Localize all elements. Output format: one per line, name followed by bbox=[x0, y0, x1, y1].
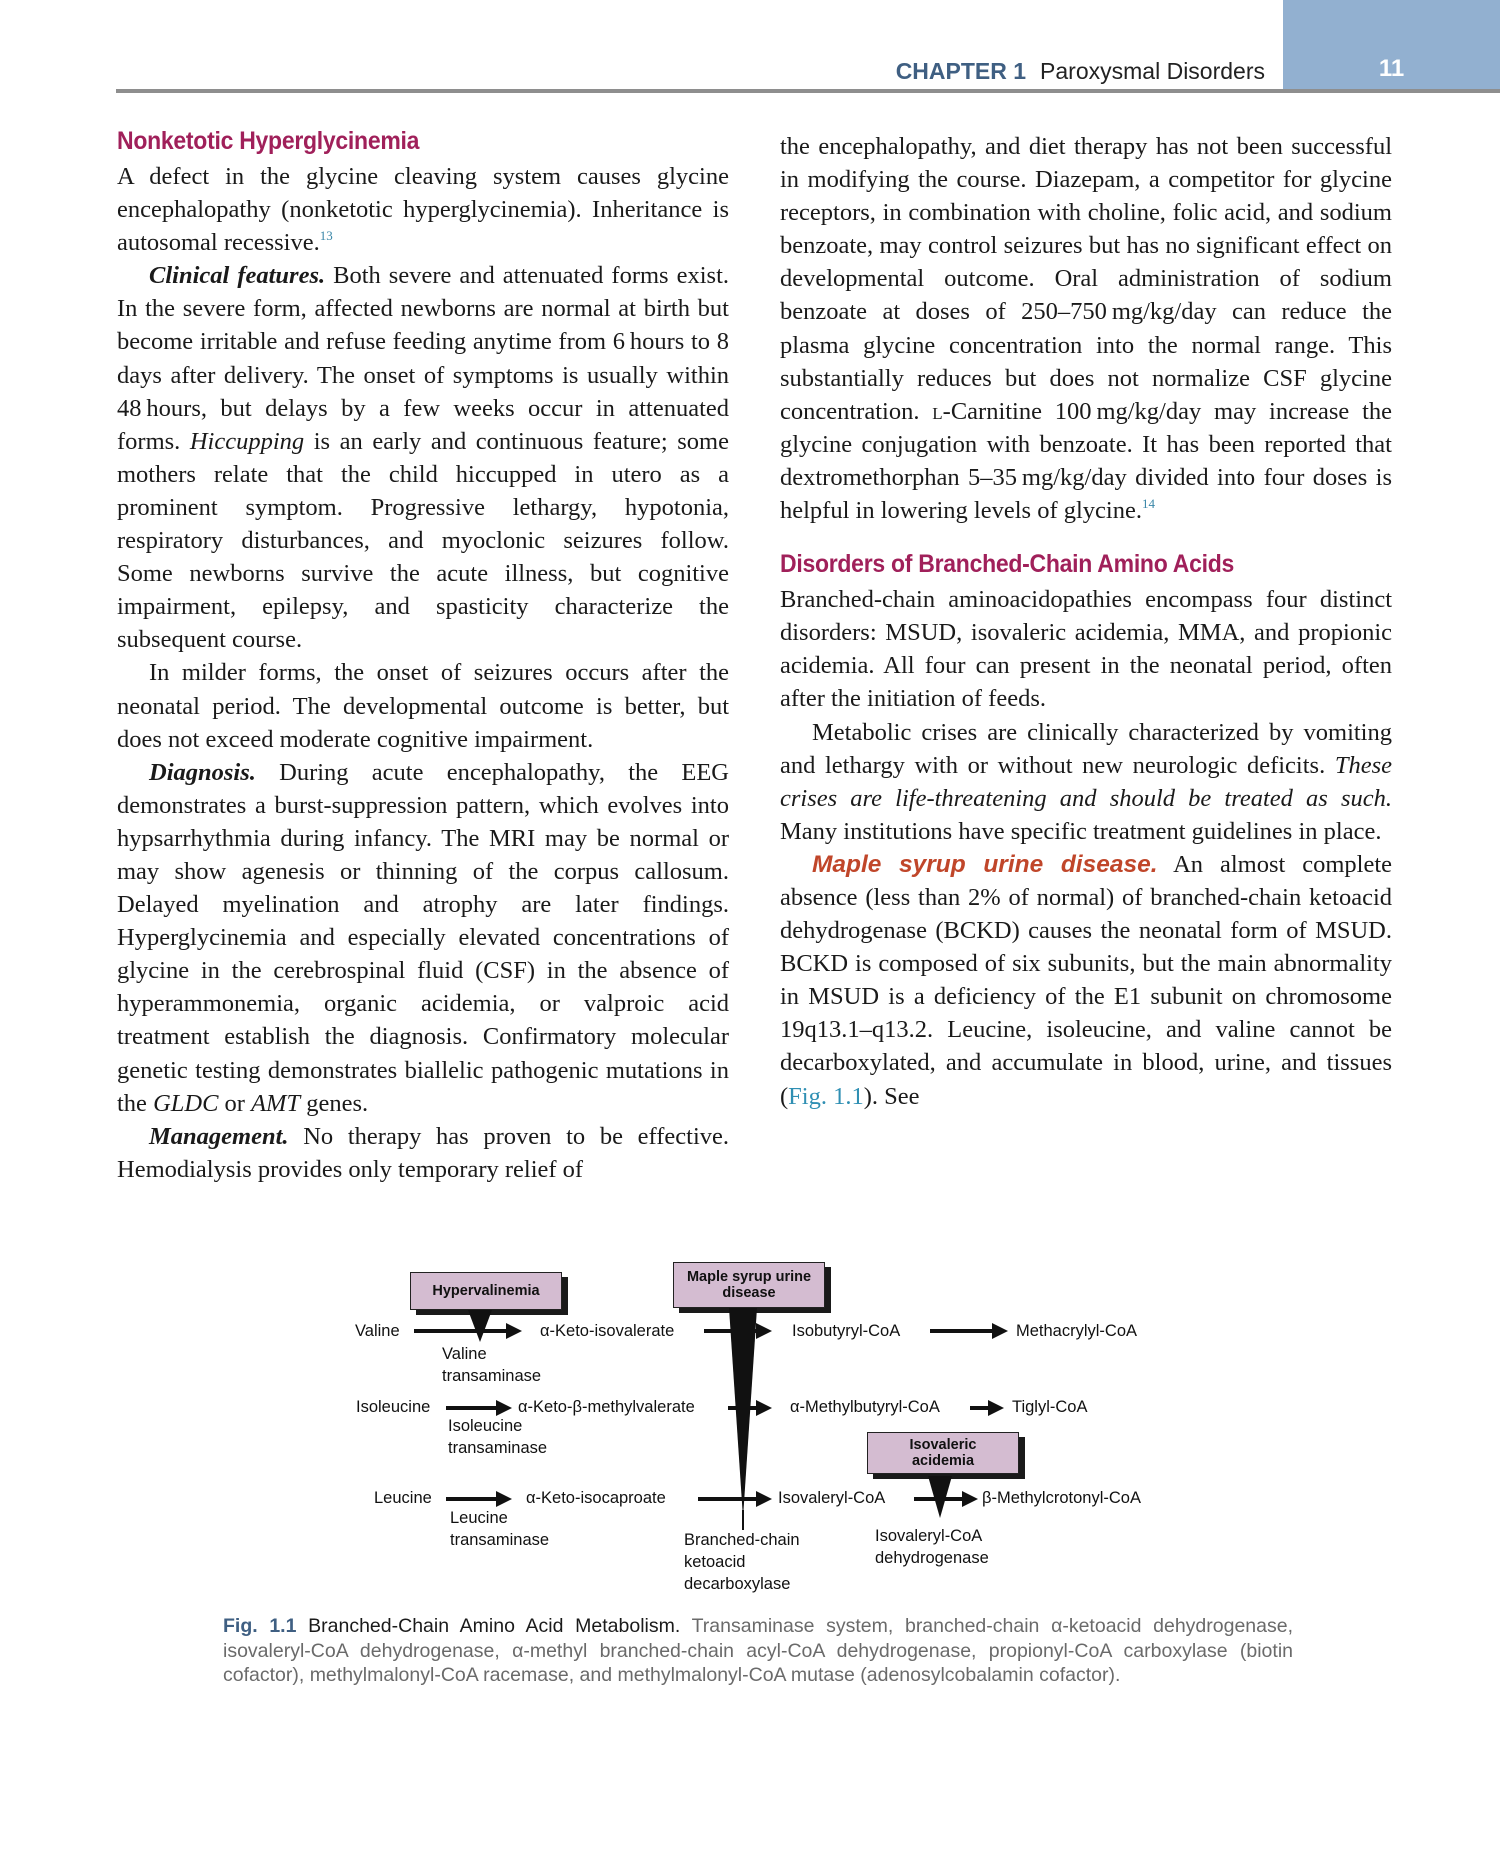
methylbutyryl-arrow bbox=[970, 1406, 1000, 1410]
management-text: No therapy has proven to be effective. Hemodialysis provides only temporary relief of bbox=[117, 1122, 729, 1183]
figure-title: Branched-Chain Amino Acid Metabolism. bbox=[308, 1615, 681, 1637]
keto-isocaproate-arrow bbox=[698, 1497, 768, 1501]
keto-methylvalerate-label: α-Keto-β-methylvalerate bbox=[518, 1398, 695, 1416]
hiccupping-term: Hiccupping bbox=[189, 427, 305, 455]
hypervalinemia-block-wedge bbox=[468, 1310, 492, 1342]
figure-caption bbox=[223, 1614, 1293, 1688]
continuation-paragraph bbox=[780, 130, 1392, 527]
bckd-enzyme-line3: decarboxylase bbox=[684, 1575, 791, 1593]
crises-text-1: Metabolic crises are clinically characterized by vomiting and lethargy with or without new neurologic deficits. bbox=[780, 718, 1392, 779]
isovaleryl-arrow bbox=[914, 1497, 974, 1501]
keto-isovalerate-arrow bbox=[704, 1329, 768, 1333]
diagnosis-label: Diagnosis. bbox=[149, 758, 256, 786]
methylbutyryl-coa-label: α-Methylbutyryl-CoA bbox=[790, 1398, 940, 1416]
msud-text-2: ). See bbox=[863, 1082, 920, 1110]
methylcrotonyl-coa-label: β-Methylcrotonyl-CoA bbox=[982, 1489, 1141, 1507]
isovaleric-box-line1: Isovaleric bbox=[909, 1437, 977, 1453]
msud-box bbox=[673, 1262, 825, 1308]
continuation-text-2: -Carnitine 100 mg/kg/day may increase the glycine conjugation with benzoate. It has been reported that dextromethorphan 5–35 mg/kg/day divided into four doses is helpful in lowering levels of glycine. bbox=[780, 397, 1393, 525]
isoleucine-arrow bbox=[446, 1406, 508, 1410]
isoleucine-transaminase-line2: transaminase bbox=[448, 1439, 548, 1457]
gene-amt: AMT bbox=[251, 1089, 301, 1117]
clinical-features-label: Clinical features. bbox=[149, 262, 326, 290]
valine-arrow bbox=[414, 1329, 518, 1333]
valine-transaminase-line2: transaminase bbox=[442, 1367, 542, 1385]
leucine-arrow bbox=[446, 1497, 508, 1501]
isoleucine-transaminase-line1: Isoleucine bbox=[448, 1417, 523, 1435]
intro-paragraph bbox=[117, 160, 729, 259]
ivd-enzyme-line2: dehydrogenase bbox=[875, 1549, 989, 1567]
isovaleryl-coa-label: Isovaleryl-CoA bbox=[778, 1489, 886, 1507]
leucine-label: Leucine bbox=[374, 1489, 432, 1507]
msud-box-line2: disease bbox=[722, 1285, 776, 1301]
management-paragraph bbox=[117, 1120, 729, 1186]
hypervalinemia-label: Hypervalinemia bbox=[432, 1283, 540, 1299]
valine-label: Valine bbox=[355, 1322, 400, 1340]
left-column bbox=[117, 126, 729, 1186]
msud-wedge-tail bbox=[742, 1510, 744, 1530]
diagnosis-text-2: genes. bbox=[300, 1089, 369, 1117]
diagnosis-text-1: During acute encephalopathy, the EEG demonstrates a burst-suppression pattern, which evolves into hypsarrhythmia during infancy. The MRI may be normal or may show agenesis or thinning of the corpus callosum. Delayed myelination and atrophy are later findings. Hyperglycinemia and especially elevated concentrations of glycine in the cerebrospinal fluid (CSF) in the absence of hyperammonemia, organic acidemia, or valproic acid treatment establish the diagnosis. Confirmatory molecular genetic testing demonstrates biallelic pathogenic mutations in the bbox=[117, 758, 729, 1117]
branched-intro-paragraph: Branched-chain aminoacidopathies encompass four distinct disorders: MSUD, isovaleric acidemia, MMA, and propionic acidemia. All four can present in the neonatal period, often after the initiation of feeds. bbox=[780, 586, 1392, 713]
section-heading-branched-chain: Disorders of Branched-Chain Amino Acids bbox=[780, 550, 1234, 579]
right-column bbox=[780, 130, 1392, 1113]
msud-text-1: An almost complete absence (less than 2% of normal) of branched-chain ketoacid dehydrogenase (BCKD) causes the neonatal form of MSUD. BCKD is composed of six subunits, but the main abnormality in MSUD is a deficiency of the E1 subunit on chromosome 19q13.1–q13.2. Leucine, isoleucine, and valine cannot be decarboxylated, and accumulate in blood, urine, and tissues ( bbox=[780, 850, 1392, 1110]
diagnosis-or: or bbox=[218, 1089, 252, 1117]
l-prefix: l bbox=[932, 397, 943, 425]
ivd-enzyme-line1: Isovaleryl-CoA bbox=[875, 1527, 983, 1545]
reference-13[interactable]: 13 bbox=[319, 228, 333, 244]
gene-gldc: GLDC bbox=[153, 1089, 219, 1117]
keto-methylvalerate-arrow bbox=[728, 1406, 768, 1410]
diagnosis-paragraph bbox=[117, 756, 729, 1120]
crises-emphasis: These crises are life-threatening and should be treated as such. bbox=[780, 751, 1392, 812]
bckd-enzyme-line2: ketoacid bbox=[684, 1553, 746, 1571]
page-number-box bbox=[1283, 0, 1500, 89]
section-heading-nonketotic: Nonketotic Hyperglycinemia bbox=[117, 127, 420, 155]
valine-transaminase-line1: Valine bbox=[442, 1345, 487, 1363]
msud-block-wedge bbox=[729, 1308, 757, 1518]
leucine-transaminase-line1: Leucine bbox=[450, 1509, 508, 1527]
milder-forms-paragraph: In milder forms, the onset of seizures occurs after the neonatal period. The developmental outcome is better, but does not exceed moderate cognitive impairment. bbox=[117, 659, 729, 753]
section-gap bbox=[780, 527, 1392, 549]
crises-text-2: Many institutions have specific treatment guidelines in place. bbox=[780, 817, 1382, 845]
figure-link[interactable]: Fig. 1.1 bbox=[788, 1082, 864, 1110]
chapter-title: Paroxysmal Disorders bbox=[1040, 58, 1265, 84]
figure-caption-text: Transaminase system, branched-chain α-ketoacid dehydrogenase, isovaleryl-CoA dehydrogenase, α-methyl branched-chain acyl-CoA dehydrogenase, propionyl-CoA carboxylase (biotin cofactor), methylmalonyl-CoA racemase, and methylmalonyl-CoA mutase (adenosylcobalamin cofactor). bbox=[223, 1615, 1294, 1686]
hypervalinemia-box bbox=[410, 1272, 562, 1310]
msud-paragraph bbox=[780, 848, 1392, 1113]
clinical-features-paragraph bbox=[117, 259, 729, 656]
isobutyryl-arrow bbox=[930, 1329, 1004, 1333]
chapter-label: CHAPTER 1 bbox=[895, 58, 1027, 84]
methacrylyl-coa-label: Methacrylyl-CoA bbox=[1016, 1322, 1138, 1340]
isovaleric-box-line2: acidemia bbox=[911, 1453, 975, 1469]
figure-number: Fig. 1.1 bbox=[223, 1615, 297, 1637]
metabolic-crises-paragraph bbox=[780, 716, 1392, 848]
isobutyryl-coa-label: Isobutyryl-CoA bbox=[792, 1322, 901, 1340]
page-number: 11 bbox=[1378, 55, 1405, 82]
clinical-text-2: is an early and continuous feature; some mothers relate that the child hiccupped in utero as a prominent symptom. Progressive lethargy, hypotonia, respiratory disturbances, and myoclonic seizures follow. Some newborns survive the acute illness, but cognitive impairment, epilepsy, and spasticity characterize the subsequent course. bbox=[117, 427, 729, 654]
reference-14[interactable]: 14 bbox=[1141, 496, 1155, 512]
continuation-text-1: the encephalopathy, and diet therapy has not been successful in modifying the course. Diazepam, a competitor for glycine receptors, in combination with choline, folic acid, and sodium benzoate, may control seizures but has no significant effect on developmental outcome. Oral administration of sodium benzoate at doses of 250–750 mg/kg/day can reduce the plasma glycine concentration into the normal range. This substantially reduces but does not normalize CSF glycine concentration. bbox=[780, 133, 1392, 425]
intro-text: A defect in the glycine cleaving system causes glycine encephalopathy (nonketotic hyperglycinemia). Inheritance is autosomal recessive. bbox=[117, 163, 729, 257]
leucine-transaminase-line2: transaminase bbox=[450, 1531, 550, 1549]
keto-isovalerate-label: α-Keto-isovalerate bbox=[540, 1322, 675, 1340]
tiglyl-coa-label: Tiglyl-CoA bbox=[1012, 1398, 1088, 1416]
isoleucine-label: Isoleucine bbox=[356, 1398, 431, 1416]
running-head bbox=[896, 58, 1265, 85]
management-label: Management. bbox=[149, 1122, 289, 1150]
clinical-text-1: Both severe and attenuated forms exist. In the severe form, affected newborns are normal at birth but become irritable and refuse feeding anytime from 6 hours to 8 days after delivery. The onset of symptoms is usually within 48 hours, but delays by a few weeks occur in attenuated forms. bbox=[117, 262, 730, 455]
msud-box-line1: Maple syrup urine bbox=[686, 1269, 812, 1285]
msud-label: Maple syrup urine disease. bbox=[812, 850, 1158, 878]
keto-isocaproate-label: α-Keto-isocaproate bbox=[526, 1489, 666, 1507]
isovaleric-acidemia-box bbox=[867, 1432, 1019, 1474]
header-rule bbox=[116, 89, 1500, 93]
figure-1-1-diagram bbox=[340, 1240, 1180, 1610]
bckd-enzyme-line1: Branched-chain bbox=[684, 1531, 800, 1549]
